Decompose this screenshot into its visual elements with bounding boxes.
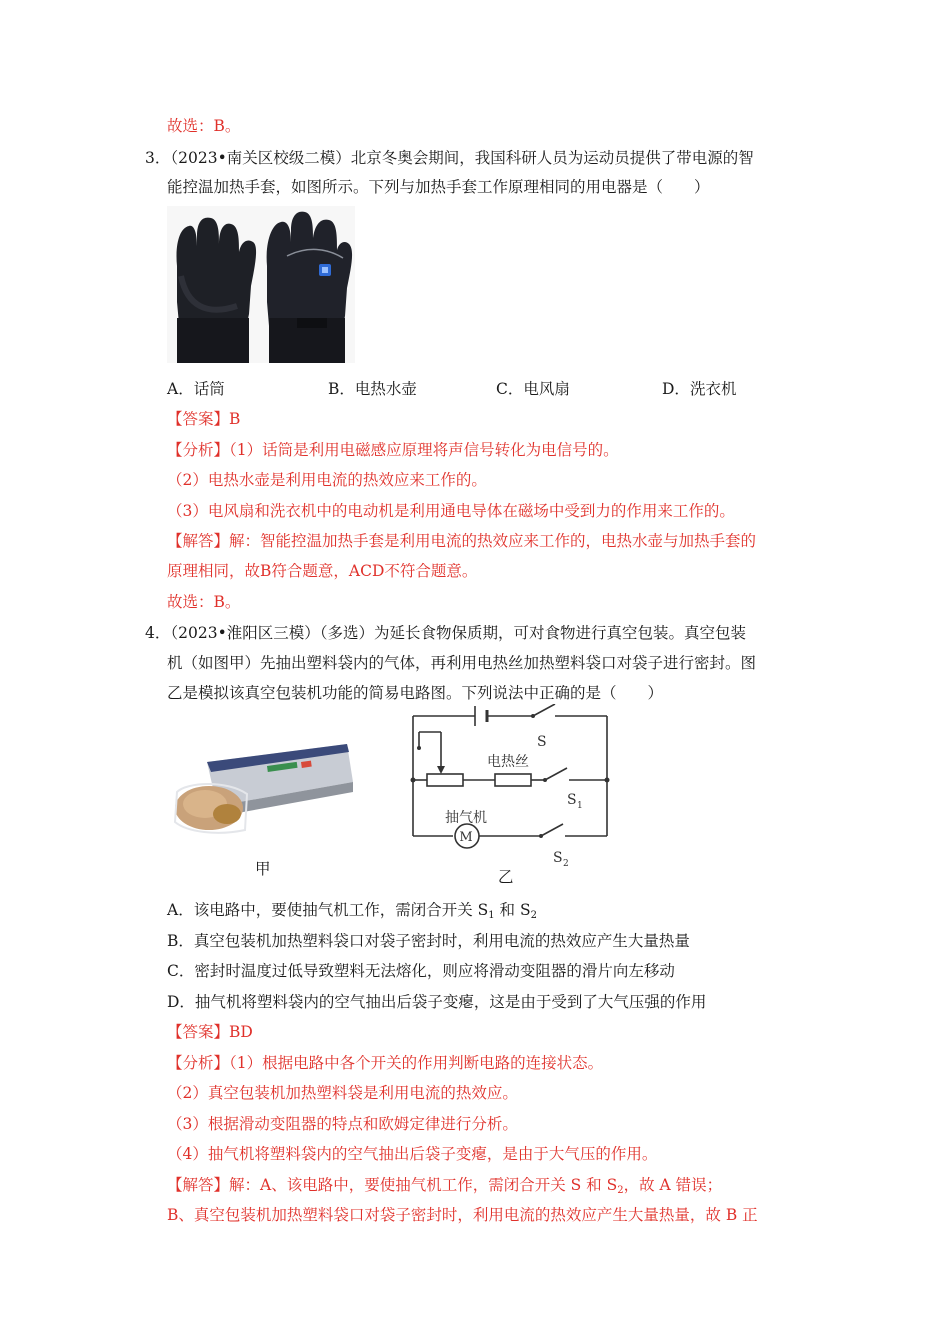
q3-stem: 北京冬奥会期间，我国科研人员为运动员提供了带电源的智 (350, 149, 754, 167)
q4-solution-post: ，故 A 错误； (623, 1176, 723, 1194)
switch-s-label: S (537, 734, 547, 750)
q3-analysis-3: （3）电风扇和洗衣机中的电动机是利用通电导体在磁场中受到力的作用来工作的。 (167, 502, 735, 520)
q3-answer-value: B (229, 410, 241, 428)
q3-stem-line2: 能控温加热手套，如图所示。下列与加热手套工作原理相同的用电器是（ ） (167, 178, 710, 196)
switch-s2-sub: 2 (563, 859, 569, 869)
q4-analysis-3: （3）根据滑动变阻器的特点和欧姆定律进行分析。 (167, 1115, 518, 1133)
q3-answer-tag: 【答案】 (167, 410, 230, 428)
q4-solution-sub: 2 (617, 1185, 624, 1196)
q3-source: （2023•南关区校级二模） (170, 149, 351, 167)
figure-jia-label: 甲 (255, 860, 271, 878)
q3-option-d-letter: D． (662, 380, 690, 398)
switch-s1-label: S (567, 792, 577, 808)
q3-solution-tag: 【解答】 (167, 532, 230, 550)
prev-choice: 故选：B。 (167, 117, 241, 135)
q3-option-b (328, 378, 417, 400)
q4-number: 4． (145, 624, 171, 642)
q4-option-b: B．真空包装机加热塑料袋口对袋子密封时，利用电流的热效应产生大量热量 (167, 932, 690, 950)
q3-answer (167, 408, 240, 430)
q4-option-a-mid: 和 S (494, 901, 531, 919)
q3-option-c (496, 378, 570, 400)
motor-label: M (459, 830, 473, 845)
q3-solution-text-1: 解：智能控温加热手套是利用电流的热效应来工作的，电热水壶与加热手套的 (229, 532, 757, 550)
q4-option-a-sub1: 1 (488, 910, 495, 921)
gloves-image (167, 206, 355, 363)
q3-option-c-letter: C． (496, 380, 524, 398)
q4-analysis-1 (167, 1052, 603, 1074)
q3-option-d-text: 洗衣机 (689, 380, 737, 398)
q3-analysis-1 (167, 439, 619, 461)
heater-label: 电热丝 (487, 754, 529, 770)
q4-source: （2023•淮阳区三模） (170, 624, 320, 642)
q4-analysis-2: （2）真空包装机加热塑料袋是利用电流的热效应。 (167, 1084, 518, 1102)
switch-s2-label: S (553, 850, 563, 866)
circuit-diagram (405, 704, 615, 882)
q4-analysis-tag: 【分析】 (167, 1054, 230, 1072)
q4-option-d: D．抽气机将塑料袋内的空气抽出后袋子变瘪，这是由于受到了大气压强的作用 (167, 993, 707, 1011)
q4-option-c: C．密封时温度过低导致塑料无法熔化，则应将滑动变阻器的滑片向左移动 (167, 962, 675, 980)
q4-analysis-text-1: （1）根据电路中各个开关的作用判断电路的连接状态。 (229, 1054, 604, 1072)
q4-analysis-4: （4）抽气机将塑料袋内的空气抽出后袋子变瘪，是由于大气压的作用。 (167, 1145, 658, 1163)
q3-stem-line1 (145, 147, 754, 169)
q4-option-a (167, 899, 537, 927)
q3-solution-2: 原理相同，故B符合题意，ACD不符合题意。 (167, 562, 478, 580)
q3-option-b-letter: B． (328, 380, 355, 398)
q4-stem: （多选）为延长食物保质期，可对食物进行真空包装。真空包装 (319, 624, 746, 642)
figure-yi-label: 乙 (498, 868, 514, 886)
q3-analysis-text-1: （1）话筒是利用电磁感应原理将声信号转化为电信号的。 (229, 441, 619, 459)
q4-solution-text-1: 解：A、该电路中，要使抽气机工作，需闭合开关 S 和 S (229, 1176, 618, 1194)
q4-option-a-sub2: 2 (530, 910, 537, 921)
pump-label: 抽气机 (445, 810, 487, 826)
q4-solution-tag: 【解答】 (167, 1176, 230, 1194)
q3-option-a-letter: A． (167, 380, 194, 398)
q3-analysis-tag: 【分析】 (167, 441, 230, 459)
q3-choice: 故选：B。 (167, 593, 241, 611)
q3-option-c-text: 电风扇 (523, 380, 570, 398)
q4-option-a-pre: A．该电路中，要使抽气机工作，需闭合开关 S (167, 901, 489, 919)
q4-solution-1 (167, 1174, 722, 1202)
q4-solution-2: B、真空包装机加热塑料袋口对袋子密封时，利用电流的热效应产生大量热量，故 B 正 (167, 1206, 758, 1224)
q4-stem-line3: 乙是模拟该真空包装机功能的简易电路图。下列说法中正确的是（ ） (167, 684, 664, 702)
q3-solution-1 (167, 530, 756, 552)
q3-option-b-text: 电热水壶 (354, 380, 417, 398)
vacuum-sealer-image (167, 722, 357, 842)
q4-answer (167, 1021, 253, 1043)
q3-option-a-text: 话筒 (193, 380, 225, 398)
q3-number: 3． (145, 149, 171, 167)
switch-s1-sub: 1 (577, 801, 583, 811)
q3-option-d (662, 378, 736, 400)
q4-answer-value: BD (229, 1023, 253, 1041)
q4-stem-line1 (145, 622, 746, 644)
q4-answer-tag: 【答案】 (167, 1023, 230, 1041)
q4-stem-line2: 机（如图甲）先抽出塑料袋内的气体，再利用电热丝加热塑料袋口对袋子进行密封。图 (167, 654, 757, 672)
q3-analysis-2: （2）电热水壶是利用电流的热效应来工作的。 (167, 471, 487, 489)
q3-option-a (167, 378, 225, 400)
